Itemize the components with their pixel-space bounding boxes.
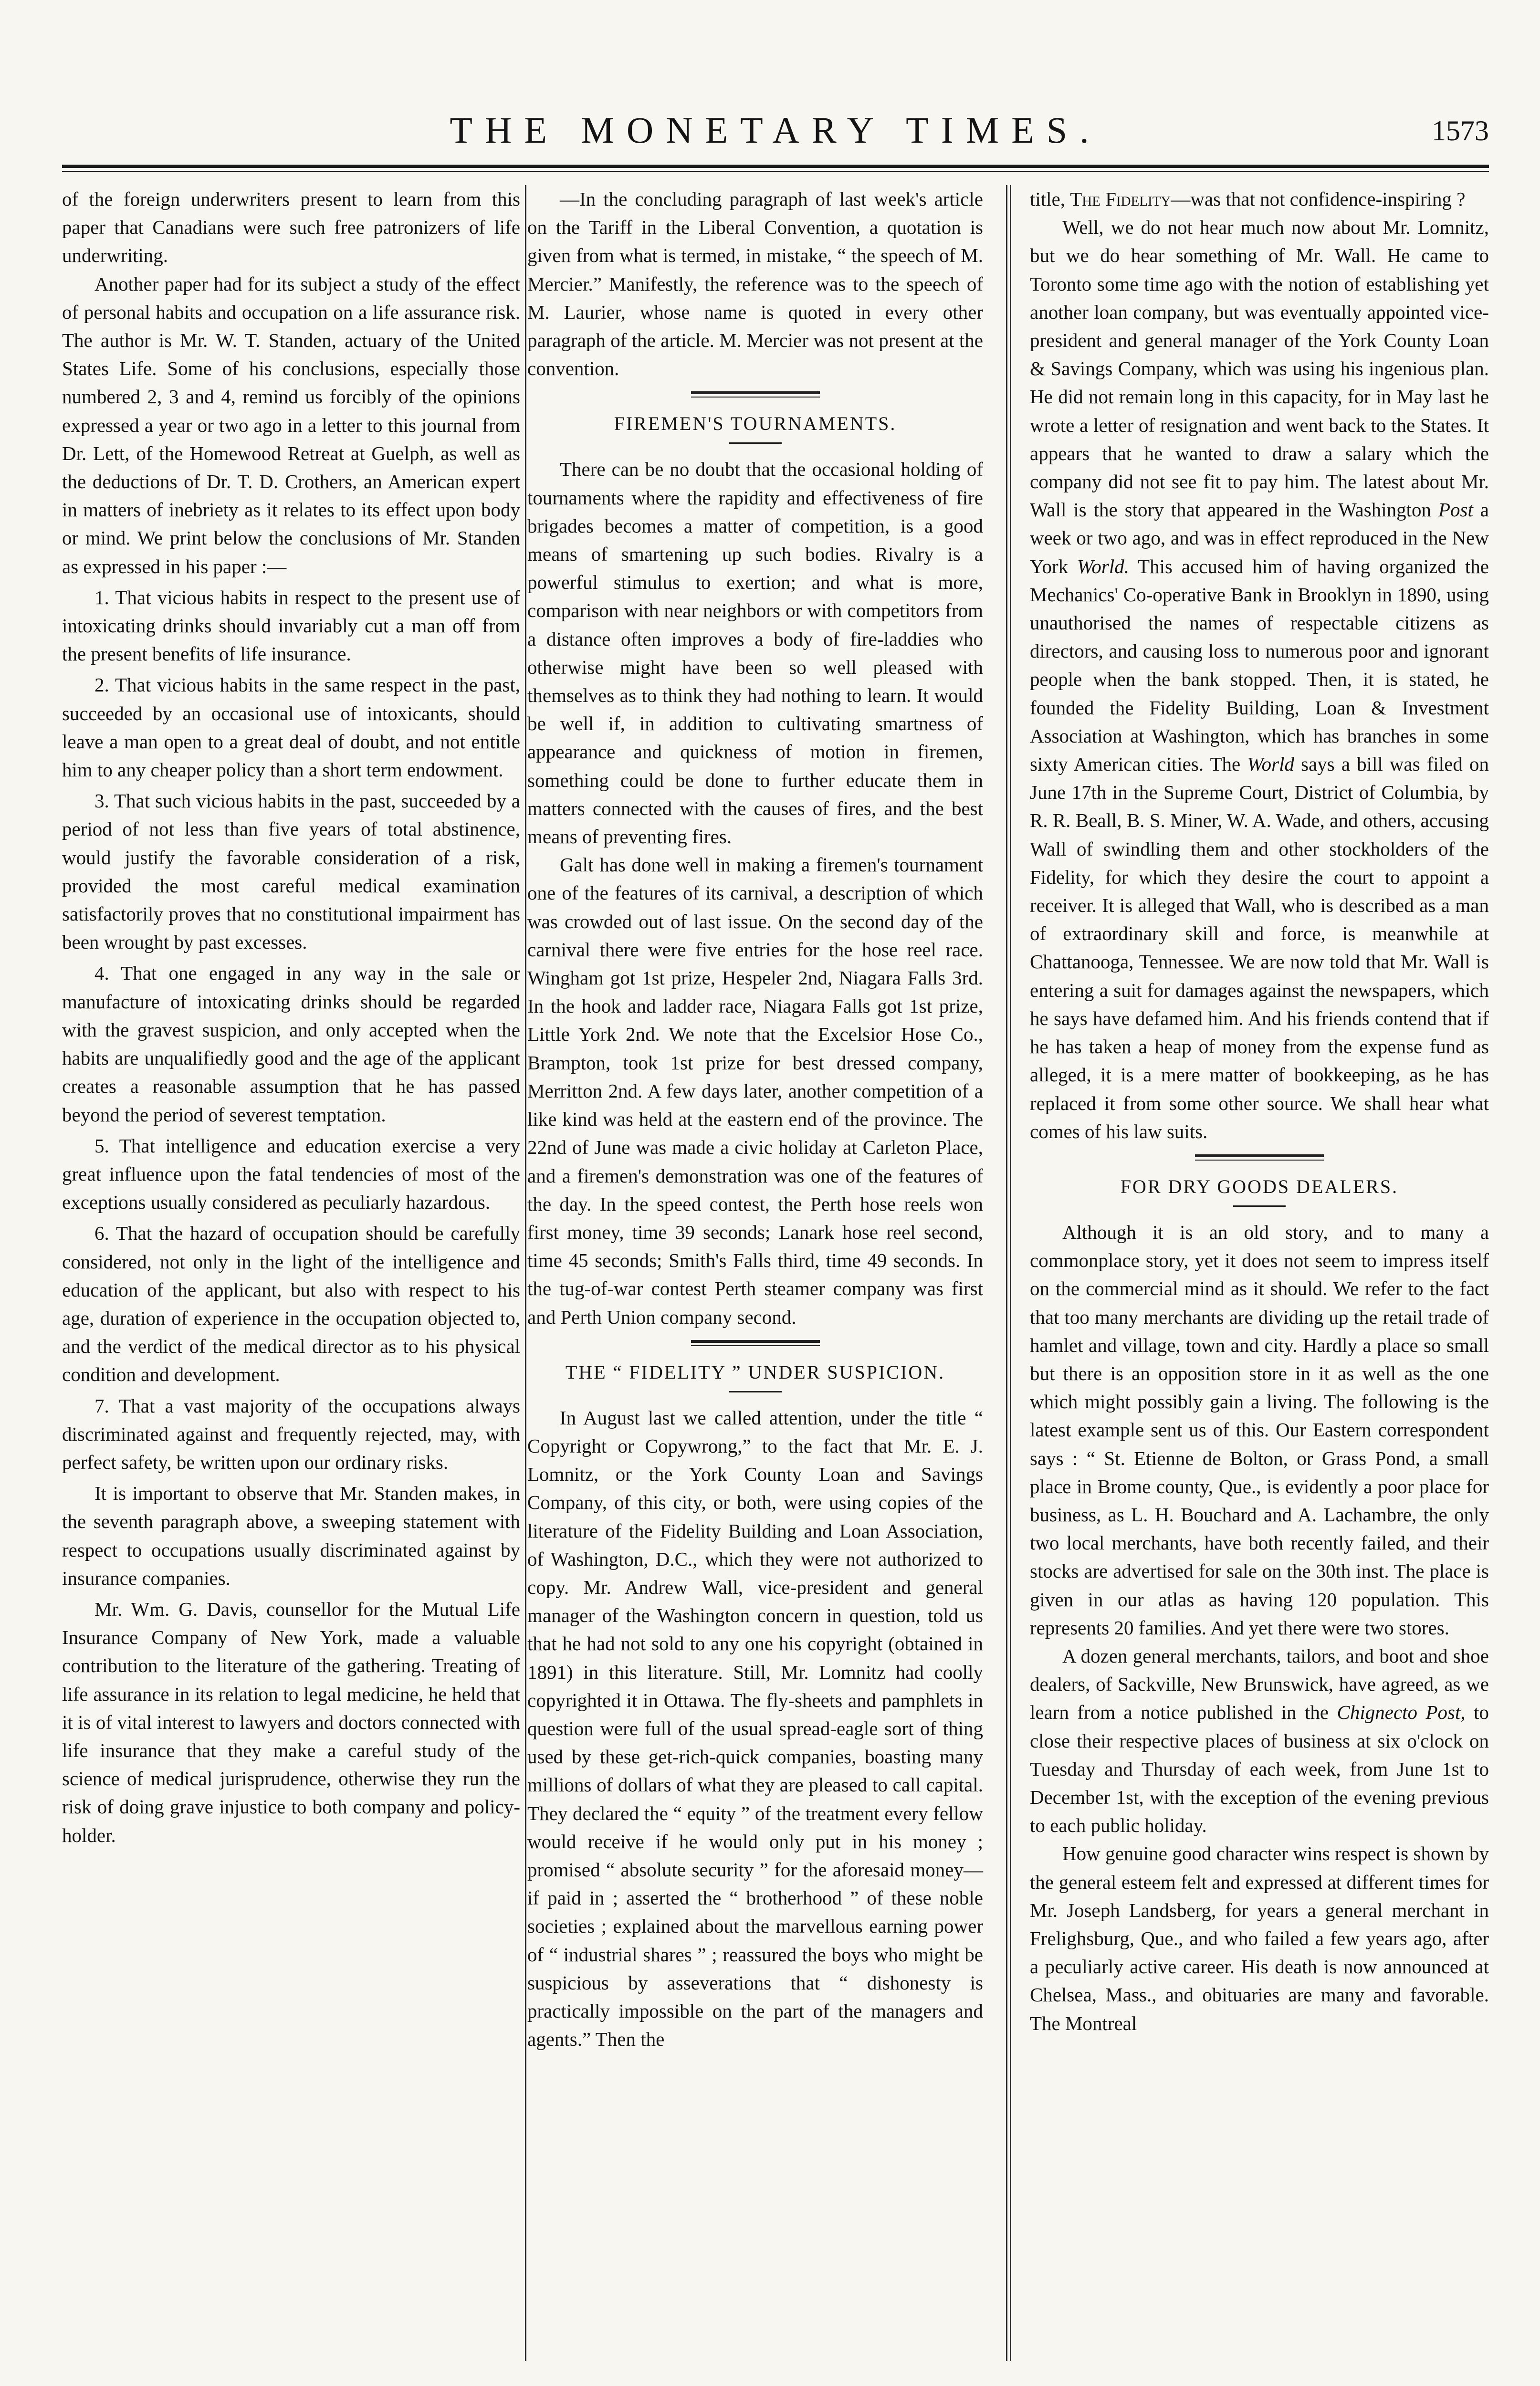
short-rule [729, 442, 782, 444]
list-item: 3. That such vicious habits in the past, succeeded by a period of not less than five years of total abstinence, would justify the favorable consideration of a risk, provided the most careful medical examination satisfactorily proves that no constitutional impairment has been wrought by past excesses. [62, 790, 520, 953]
italic-text: World. [1077, 555, 1129, 577]
paragraph: —In the concluding paragraph of last week's article on the Tariff in the Liberal Convention, a quotation is given from what is termed, in mistake, “ the speech of M. Mercier.” Manifestly, the reference was to the speech of M. Laurier, whose name is quoted in every other paragraph of the article. M. Mercier was not present at the convention. [527, 188, 983, 380]
text-run: to close their respective places of business at six o'clock on Tuesday and Thursday of each week, from June 1st to December 1st, with the exception of the evening previous to each public holiday. [1030, 1701, 1489, 1837]
text-run: This accused him of having organized the Mechanics' Co-operative Bank in Brooklyn in 1890, using unauthorised the names of respectable citizens as directors, and causing loss to numerous poor and ignorant people when the bank stopped. Then, it is stated, he founded the Fidelity Building, Loan & Investment Association at Washington, which has branches in some sixty American cities. The [1030, 555, 1489, 775]
italic-text: Post [1438, 499, 1473, 521]
paragraph: Another paper had for its subject a study of the effect of personal habits and occupation on a life assurance risk. The author is Mr. W. T. Standen, actuary of the United States Life. Some of his conclusions, especially those numbered 2, 3 and 4, remind us forcibly of the opinions expressed a year or two ago in a letter to this journal from Dr. Lett, of the Homewood Retreat at Guelph, as well as the deductions of Dr. T. D. Crothers, an American expert in matters of inebriety as it relates to its effect upon body or mind. We print below the conclusions of Mr. Standen as expressed in his paper :— [62, 272, 520, 577]
page-number: 1573 [1432, 115, 1489, 147]
list-item: 6. That the hazard of occupation should be carefully considered, not only in the light of the intelligence and education of the applicant, but also with respect to his age, duration of experience in the occupation objected to, and the verdict of the medical director as to his physical condition and development. [62, 1222, 520, 1386]
paragraph: Mr. Wm. G. Davis, counsellor for the Mutual Life Insurance Company of New York, made a valuable contribution to the literature of the gathering. Treating of life assurance in its relation to legal medicine, he held that it is of vital interest to lawyers and doctors connected with life insurance that they make a careful study of the science of medical jurisprudence, otherwise they run the risk of doing grave injustice to both company and policy-holder. [62, 1598, 520, 1846]
text-run: —was that not confidence-inspiring ? [1171, 188, 1466, 210]
list-item: 5. That intelligence and education exercise a very great influence upon the fatal tendencies of most of the exceptions usually considered as peculiarly hazardous. [62, 1134, 520, 1214]
section-heading: FIREMEN'S TOURNAMENTS. [614, 413, 897, 435]
section-rule [691, 1340, 820, 1346]
section-rule [691, 391, 820, 398]
short-rule [1233, 1205, 1286, 1207]
paragraph: There can be no doubt that the occasional holding of tournaments where the rapidity and effectiveness of fire brigades becomes a matter of competition, is a good means of smartening up such bodies. Rivalry is a powerful stimulus to exertion; and what is more, comparison with near neighbors or with competitors from a distance often improves a body of fire-laddies who otherwise might have been so well pleased with themselves as to think they had nothing to learn. It would be well if, in addition to cultivating smartness of appearance and quickness of motion in firemen, something could be done to further educate them in matters connected with the causes of fires, and the best means of preventing fires. [527, 458, 983, 848]
header-rule [62, 165, 1489, 172]
list-item: 4. That one engaged in any way in the sale or manufacture of intoxicating drinks should be regarded with the gravest suspicion, and only accepted when the habits are unqualifiedly good and the age of the applicant creates a reasonable assumption that he has passed beyond the period of severest temptation. [62, 962, 520, 1126]
italic-text: World [1247, 753, 1295, 775]
paragraph: of the foreign underwriters present to learn from this paper that Canadians were such free patronizers of life underwriting. [62, 188, 520, 267]
column-divider [1010, 185, 1011, 2361]
column-2 [527, 185, 983, 2053]
text-run: says a bill was filed on June 17th in the Supreme Court, District of Columbia, by R. R. Beall, B. S. Miner, W. A. Wade, and others, accusing Wall of swindling them and other stockholders of the Fidelity, for which they desire the court to appoint a receiver. It is alleged that Wall, who is described as a man of extraordinary skill and force, is meanwhile at Chattanooga, Tennessee. We are now told that Mr. Wall is entering a suit for damages against the newspapers, which he says have defamed him. And his friends contend that if he has taken a heap of money from the expense fund as alleged, it is a mere matter of bookkeeping, as he has replaced it from some other source. We shall hear what comes of his law suits. [1030, 753, 1489, 1142]
list-item: 2. That vicious habits in the same respect in the past, succeeded by an occasional use of intoxicants, should leave a man open to a great deal of doubt, and not entitle him to any cheaper policy than a short term endowment. [62, 674, 520, 781]
section-heading: FOR DRY GOODS DEALERS. [1120, 1175, 1399, 1197]
page-header [62, 104, 1489, 157]
section-heading: THE “ FIDELITY ” UNDER SUSPICION. [565, 1361, 945, 1383]
paragraph: In August last we called attention, under the title “ Copyright or Copywrong,” to the fact that Mr. E. J. Lomnitz, or the York County Loan and Savings Company, of this city, or both, were using copies of the literature of the Fidelity Building and Loan Association, of Washington, D.C., which they were not authorized to copy. Mr. Andrew Wall, vice-president and general manager of the Washington concern in question, told us that he had not sold to any one his copyright (obtained in 1891) in this literature. Still, Mr. Lomnitz had coolly copyrighted it in Ottawa. The fly-sheets and pamphlets in question were full of the usual spread-eagle sort of thing used by these get-rich-quick companies, boasting many millions of dollars of what they are pleased to call capital. They declared the “ equity ” of the treatment every fellow would receive if he would only put in his money ; promised “ absolute security ” for the aforesaid money—if paid in ; asserted the “ brotherhood ” of these noble societies ; explained about the marvellous earning power of “ industrial shares ” ; reassured the boys who might be suspicious by asseverations that “ dishonesty is practically impossible on the part of the managers and agents.” Then the [527, 1406, 983, 2051]
paragraph: How genuine good character wins respect is shown by the general esteem felt and expressed at different times for Mr. Joseph Landsberg, for years a general merchant in Frelighsburg, Que., and who failed a few years ago, after a peculiarly active career. His death is now announced at Chelsea, Mass., and obituaries are many and favorable. The Montreal [1030, 1842, 1489, 2034]
list-item: 7. That a vast majority of the occupations always discriminated against and frequently rejected, may, with perfect safety, be written upon our ordinary risks. [62, 1394, 520, 1473]
paragraph [1030, 185, 1489, 213]
text-run: A dozen general merchants, tailors, and boot and shoe dealers, of Sackville, New Brunswick, have agreed, as we learn from a notice published in the [1030, 1644, 1489, 1724]
paragraph: Although it is an old story, and to many a commonplace story, yet it does not seem to impress itself on the commercial mind as it should. We refer to the fact that too many merchants are dividing up the retail trade of hamlet and village, town and city. Hardly a place so small but there is an opposition store in it as well as the one which might possibly gain a living. The following is the latest example sent us of this. Our Eastern correspondent says : “ St. Etienne de Bolton, or Grass Pond, a small place in Brome county, Que., is evidently a poor place for business, as L. H. Bouchard and A. Lachambre, the only two local merchants, have both recently failed, and their stocks are advertised for sale on the 30th inst. The place is given in our atlas as having 120 population. This represents 20 families. And yet there were two stores. [1030, 1221, 1489, 1639]
text-run: title, [1030, 188, 1070, 210]
paragraph [1030, 1642, 1489, 1840]
section-rule [1195, 1154, 1324, 1161]
text-run: Well, we do not hear much now about Mr. Lomnitz, but we do hear something of Mr. Wall. He came to Toronto some time ago with the notion of establishing yet another loan company, but was eventually appointed vice-president and general manager of the York County Loan & Savings Company, which was using his ingenious plan. He did not remain long in this capacity, for in May last he wrote a letter of resignation and went back to the States. It appears that he wanted to draw a salary which the company did not see fit to pay him. The latest about Mr. Wall is the story that appeared in the Washington [1030, 216, 1489, 521]
paragraph: It is important to observe that Mr. Standen makes, in the seventh paragraph above, a sweeping statement with respect to occupations usually discriminated against by insurance companies. [62, 1482, 520, 1589]
masthead: THE MONETARY TIMES. [450, 109, 1101, 151]
paragraph: Galt has done well in making a firemen's tournament one of the features of its carnival, a description of which was crowded out of last issue. On the second day of the carnival there were five entries for the hose reel race. Wingham got 1st prize, Hespeler 2nd, Niagara Falls 3rd. In the hook and ladder race, Niagara Falls got 1st prize, Little York 2nd. We note that the Excelsior Hose Co., Brampton, took 1st prize for best dressed company, Merritton 2nd. A few days later, another competition of a like kind was held at the eastern end of the province. The 22nd of June was made a civic holiday at Carleton Place, and a firemen's demonstration was one of the features of the day. In the speed contest, the Perth hose reels won first money, time 39 seconds; Lanark hose reel second, time 45 seconds; Smith's Falls third, time 49 seconds. In the tug-of-war contest Perth steamer company was first and Perth Union company second. [527, 854, 983, 1328]
list-item: 1. That vicious habits in respect to the present use of intoxicating drinks should invariably cut a man off from the present benefits of life insurance. [62, 586, 520, 665]
column-divider [1006, 185, 1007, 2361]
italic-text: Chignecto Post, [1337, 1701, 1466, 1724]
small-caps-text: The Fidelity [1070, 188, 1171, 210]
column-1 [62, 185, 520, 1850]
paragraph [1030, 213, 1489, 1146]
short-rule [729, 1391, 782, 1392]
column-divider [525, 185, 526, 2361]
column-3 [1030, 185, 1489, 2038]
text-run: a week or two ago, and was in effect reproduced in the New York [1030, 499, 1489, 577]
